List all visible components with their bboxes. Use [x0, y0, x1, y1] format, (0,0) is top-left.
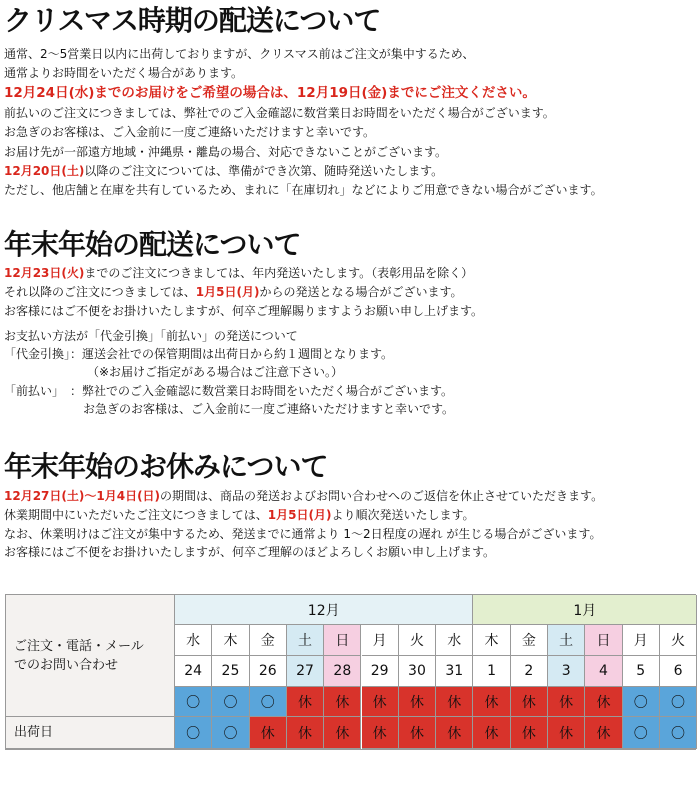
ys-p1-rest: までのご注文につきましては、年内発送いたします。（表彰用品を除く） — [84, 266, 474, 280]
inquiry-status: 休 — [473, 687, 510, 717]
christmas-deadline: 12月24日(水)までのお届けをご希望の場合は、12月19日(金)までにご注文ください。 — [4, 85, 536, 101]
weekday-cell: 日 — [324, 625, 361, 656]
date-cell: 1 — [473, 656, 510, 687]
weekday-cell: 月 — [362, 625, 399, 656]
shipping-status: 休 — [287, 717, 324, 749]
date-cell: 4 — [585, 656, 622, 687]
shipping-status: 休 — [399, 717, 436, 749]
ys-p2-date: 1月5日(月) — [195, 285, 260, 299]
christmas-p8: ただし、他店舗と在庫を共有しているため、まれに「在庫切れ」などによりご用意できない場合がございます。 — [4, 183, 603, 197]
weekday-cell: 金 — [511, 625, 548, 656]
shipping-status: 休 — [362, 717, 399, 749]
ys-p2 — [4, 283, 462, 301]
ys-p6: （※お届けご指定がある場合はご注意下さい。） — [87, 365, 344, 379]
yh-p3: なお、休業明けはご注文が集中するため、発送までに通常より 1～2日程度の遅れ が生じる場合がございます。 — [4, 527, 602, 541]
weekday-cell: 火 — [399, 625, 436, 656]
inquiry-status: 〇 — [623, 687, 660, 717]
christmas-p7 — [4, 162, 443, 180]
inquiry-status: 休 — [399, 687, 436, 717]
date-cell: 5 — [623, 656, 660, 687]
christmas-p7-date: 12月20日(土) — [4, 164, 85, 178]
inquiry-status: 〇 — [212, 687, 249, 717]
yh-p2-a: 休業期間中にいただいたご注文につきましては、 — [4, 508, 268, 522]
ys-p3: お客様にはご不便をお掛けいたしますが、何卒ご理解賜りますようお願い申し上げます。 — [4, 304, 484, 318]
weekday-cell: 火 — [660, 625, 697, 656]
inquiry-status: 休 — [362, 687, 399, 717]
yh-p1-rest: の期間は、商品の発送およびお問い合わせへのご返信を休止させていただきます。 — [160, 489, 604, 503]
shipping-status: 休 — [324, 717, 361, 749]
date-cell: 26 — [250, 656, 287, 687]
date-cell: 24 — [175, 656, 212, 687]
ys-p5: 「代金引換」：運送会社での保管期間は出荷日から約１週間となります。 — [4, 347, 394, 361]
shipping-status: 休 — [473, 717, 510, 749]
shipping-status: 休 — [511, 717, 548, 749]
date-cell: 31 — [436, 656, 473, 687]
weekday-cell: 土 — [287, 625, 324, 656]
weekday-cell: 木 — [473, 625, 510, 656]
yh-p2-b: より順次発送いたします。 — [331, 508, 475, 522]
yh-p1-date: 12月27日(土)～1月4日(日) — [4, 489, 161, 503]
inquiry-status: 休 — [436, 687, 473, 717]
yh-p2 — [4, 506, 474, 524]
ys-p2-a: それ以降のご注文につきましては、 — [4, 285, 196, 299]
date-cell: 30 — [399, 656, 436, 687]
inquiry-status: 休 — [548, 687, 585, 717]
yearend-shipping-heading: 年末年始の配送について — [4, 228, 301, 261]
date-cell: 6 — [660, 656, 697, 687]
ys-p1 — [4, 264, 473, 282]
inquiry-status: 休 — [511, 687, 548, 717]
inquiry-status: 〇 — [250, 687, 287, 717]
shipping-label: 出荷日 — [6, 717, 175, 749]
inquiry-status: 休 — [287, 687, 324, 717]
ys-p4: お支払い方法が「代金引換」「前払い」の発送について — [4, 329, 298, 343]
ys-p7: 「前払い」 ：弊社でのご入金確認に数営業日お時間をいただく場合がございます。 — [4, 384, 454, 398]
yh-p1 — [4, 487, 603, 505]
shipping-status: 休 — [548, 717, 585, 749]
shipping-status: 〇 — [175, 717, 212, 749]
weekday-cell: 日 — [585, 625, 622, 656]
inquiry-label: ご注文・電話・メール でのお問い合わせ — [6, 595, 175, 717]
ys-p2-b: からの発送となる場合がございます。 — [259, 285, 463, 299]
weekday-cell: 木 — [212, 625, 249, 656]
shipping-status: 休 — [585, 717, 622, 749]
ys-p1-date: 12月23日(火) — [4, 266, 85, 280]
christmas-p1: 通常、2～5営業日以内に出荷しておりますが、クリスマス前はご注文が集中するため、 — [4, 47, 475, 61]
shipping-status: 休 — [436, 717, 473, 749]
inquiry-status: 休 — [585, 687, 622, 717]
shipping-status: 〇 — [660, 717, 697, 749]
date-cell: 29 — [362, 656, 399, 687]
month-january: 1月 — [473, 595, 697, 625]
christmas-p7-rest: 以降のご注文については、準備ができ次第、随時発送いたします。 — [84, 164, 444, 178]
shipping-status: 休 — [250, 717, 287, 749]
date-cell: 28 — [324, 656, 361, 687]
yh-p2-date: 1月5日(月) — [267, 508, 332, 522]
date-cell: 3 — [548, 656, 585, 687]
date-cell: 25 — [212, 656, 249, 687]
christmas-p4: 前払いのご注文につきましては、弊社でのご入金確認に数営業日お時間をいただく場合がございます。 — [4, 106, 555, 120]
inquiry-status: 〇 — [175, 687, 212, 717]
christmas-p6: お届け先が一部遠方地域・沖縄県・離島の場合、対応できないことがございます。 — [4, 145, 448, 159]
weekday-cell: 水 — [436, 625, 473, 656]
yh-p4: お客様にはご不便をお掛けいたしますが、何卒ご理解のほどよろしくお願い申し上げます。 — [4, 545, 496, 559]
shipping-status: 〇 — [623, 717, 660, 749]
month-december: 12月 — [175, 595, 473, 625]
date-cell: 27 — [287, 656, 324, 687]
christmas-p5: お急ぎのお客様は、ご入金前に一度ご連絡いただけますと幸いです。 — [4, 125, 376, 139]
shipping-status: 〇 — [212, 717, 249, 749]
weekday-cell: 金 — [250, 625, 287, 656]
christmas-p2: 通常よりお時間をいただく場合があります。 — [4, 66, 244, 80]
weekday-cell: 月 — [623, 625, 660, 656]
weekday-cell: 水 — [175, 625, 212, 656]
inquiry-status: 〇 — [660, 687, 697, 717]
ys-p8: お急ぎのお客様は、ご入金前に一度ご連絡いただけますと幸いです。 — [83, 402, 455, 416]
weekday-cell: 土 — [548, 625, 585, 656]
date-cell: 2 — [511, 656, 548, 687]
holiday-calendar-table — [5, 594, 696, 750]
christmas-heading: クリスマス時期の配送について — [4, 4, 381, 37]
inquiry-status: 休 — [324, 687, 361, 717]
yearend-holiday-heading: 年末年始のお休みについて — [4, 450, 328, 483]
